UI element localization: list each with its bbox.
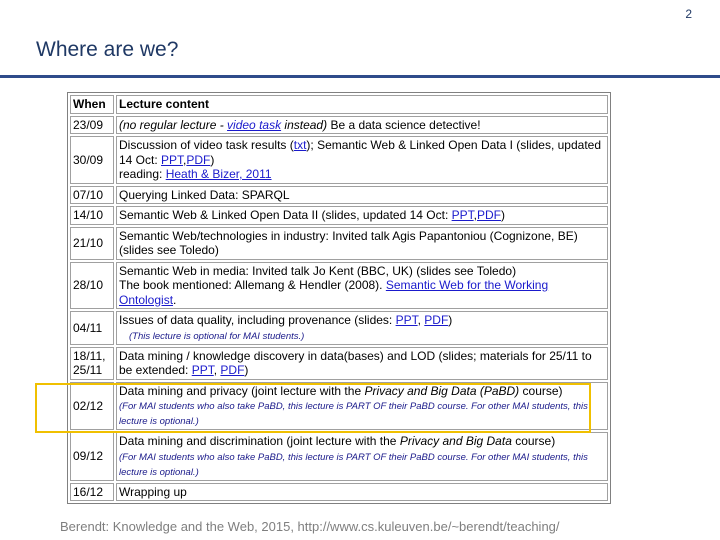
table-row <box>70 206 608 225</box>
content-link[interactable]: PPT <box>395 313 418 327</box>
column-header-lecture-content: Lecture content <box>116 95 608 114</box>
content-link[interactable]: video task <box>227 117 282 132</box>
content-text: . <box>173 292 177 307</box>
content-text: Wrapping up <box>119 484 187 499</box>
content-text: ) <box>210 152 215 167</box>
content-text: Discussion of video task results ( <box>119 138 294 152</box>
table-row <box>70 227 608 260</box>
table-row <box>70 186 608 205</box>
content-text: ) <box>500 208 505 222</box>
lecture-content <box>116 186 608 205</box>
content-link[interactable]: PPT <box>451 208 474 222</box>
content-link[interactable]: PDF <box>220 363 245 377</box>
content-text: course) <box>519 383 563 398</box>
content-text: ) <box>244 363 249 377</box>
content-text: Privacy and Big Data <box>399 434 512 448</box>
content-text: Querying Linked Data: SPARQL <box>119 187 290 202</box>
lecture-content <box>116 347 608 380</box>
content-text: Semantic Web & Linked Open Data II (slides, updated 14 Oct: <box>119 208 452 222</box>
content-link[interactable]: PPT <box>191 363 214 377</box>
title-divider <box>0 75 720 78</box>
table-row <box>70 116 608 135</box>
lecture-date: 30/09 <box>70 136 114 184</box>
content-link[interactable]: PDF <box>476 208 501 222</box>
table-header-row <box>70 95 608 114</box>
content-text: , <box>213 363 221 377</box>
lecture-schedule-table <box>67 92 611 504</box>
content-link[interactable]: PPT <box>161 152 184 167</box>
table-row <box>70 262 608 310</box>
content-text: , <box>417 313 425 327</box>
lecture-date: 02/12 <box>70 382 114 431</box>
content-link[interactable]: Heath & Bizer, 2011 <box>165 167 272 181</box>
content-text: The book mentioned: Allemang & Hendler (2008). <box>119 278 386 292</box>
lecture-date: 09/12 <box>70 432 114 481</box>
table-row <box>70 483 608 502</box>
page-number: 2 <box>685 7 692 21</box>
lecture-content <box>116 311 608 345</box>
lecture-date: 16/12 <box>70 483 114 502</box>
optional-note: (For MAI students who also take PaBD, this lecture is PART OF their PaBD course. For other MAI students, this lecture is optional.) <box>119 451 588 478</box>
table-row <box>70 382 608 431</box>
content-text: Semantic Web/technologies in industry: Invited talk Agis Papantoniou (Cognizone, BE) (slides see Toledo) <box>119 228 578 257</box>
lecture-content <box>116 136 608 184</box>
column-header-when: When <box>70 95 114 114</box>
table-row <box>70 311 608 345</box>
lecture-content <box>116 227 608 260</box>
content-text: (no regular lecture - <box>119 117 228 132</box>
content-text: instead) <box>281 117 328 132</box>
content-text: ); Semantic Web & Linked Open Data I (slides, updated 14 Oct: <box>119 138 602 167</box>
lecture-date: 07/10 <box>70 186 114 205</box>
table-row <box>70 347 608 380</box>
lecture-date: 28/10 <box>70 262 114 310</box>
content-text: Issues of data quality, including provenance (slides: <box>119 313 396 327</box>
optional-note: (For MAI students who also take PaBD, this lecture is PART OF their PaBD course. For other MAI students, this lecture is optional.) <box>119 401 588 427</box>
table-body <box>70 116 608 502</box>
lecture-content <box>116 116 608 135</box>
content-text: reading: <box>119 167 166 181</box>
content-link[interactable]: PDF <box>424 313 449 327</box>
content-text: Data mining / knowledge discovery in data(bases) and LOD (slides; materials for 25/11 to be extended: <box>119 348 592 377</box>
footer-citation: Berendt: Knowledge and the Web, 2015, http://www.cs.kuleuven.be/~berendt/teaching/ <box>60 519 560 534</box>
lecture-date: 18/11, 25/11 <box>70 347 114 380</box>
lecture-content <box>116 206 608 225</box>
lecture-date: 23/09 <box>70 116 114 135</box>
table-row <box>70 432 608 481</box>
content-text: , <box>473 208 477 222</box>
lecture-date: 14/10 <box>70 206 114 225</box>
lecture-content <box>116 262 608 310</box>
lecture-content <box>116 382 608 431</box>
content-link[interactable]: Semantic Web for the Working Ontologist <box>119 278 549 307</box>
content-text: course) <box>511 434 556 448</box>
content-text: Be a data science detective! <box>327 117 481 132</box>
lecture-content <box>116 483 608 502</box>
content-text: Data mining and discrimination (joint lecture with the <box>119 434 400 448</box>
lecture-date: 04/11 <box>70 311 114 345</box>
content-text: Data mining and privacy (joint lecture with the <box>119 383 365 398</box>
content-text: ) <box>448 313 453 327</box>
content-text: , <box>183 152 187 167</box>
lecture-content <box>116 432 608 481</box>
content-text: Privacy and Big Data (PaBD) <box>364 383 520 398</box>
content-link[interactable]: PDF <box>186 152 211 167</box>
content-text: Semantic Web in media: Invited talk Jo Kent (BBC, UK) (slides see Toledo) <box>119 263 517 278</box>
content-link[interactable]: txt <box>293 138 307 152</box>
lecture-date: 21/10 <box>70 227 114 260</box>
slide-title: Where are we? <box>36 38 179 61</box>
table-row <box>70 136 608 184</box>
optional-note: (This lecture is optional for MAI students.) <box>129 330 305 342</box>
